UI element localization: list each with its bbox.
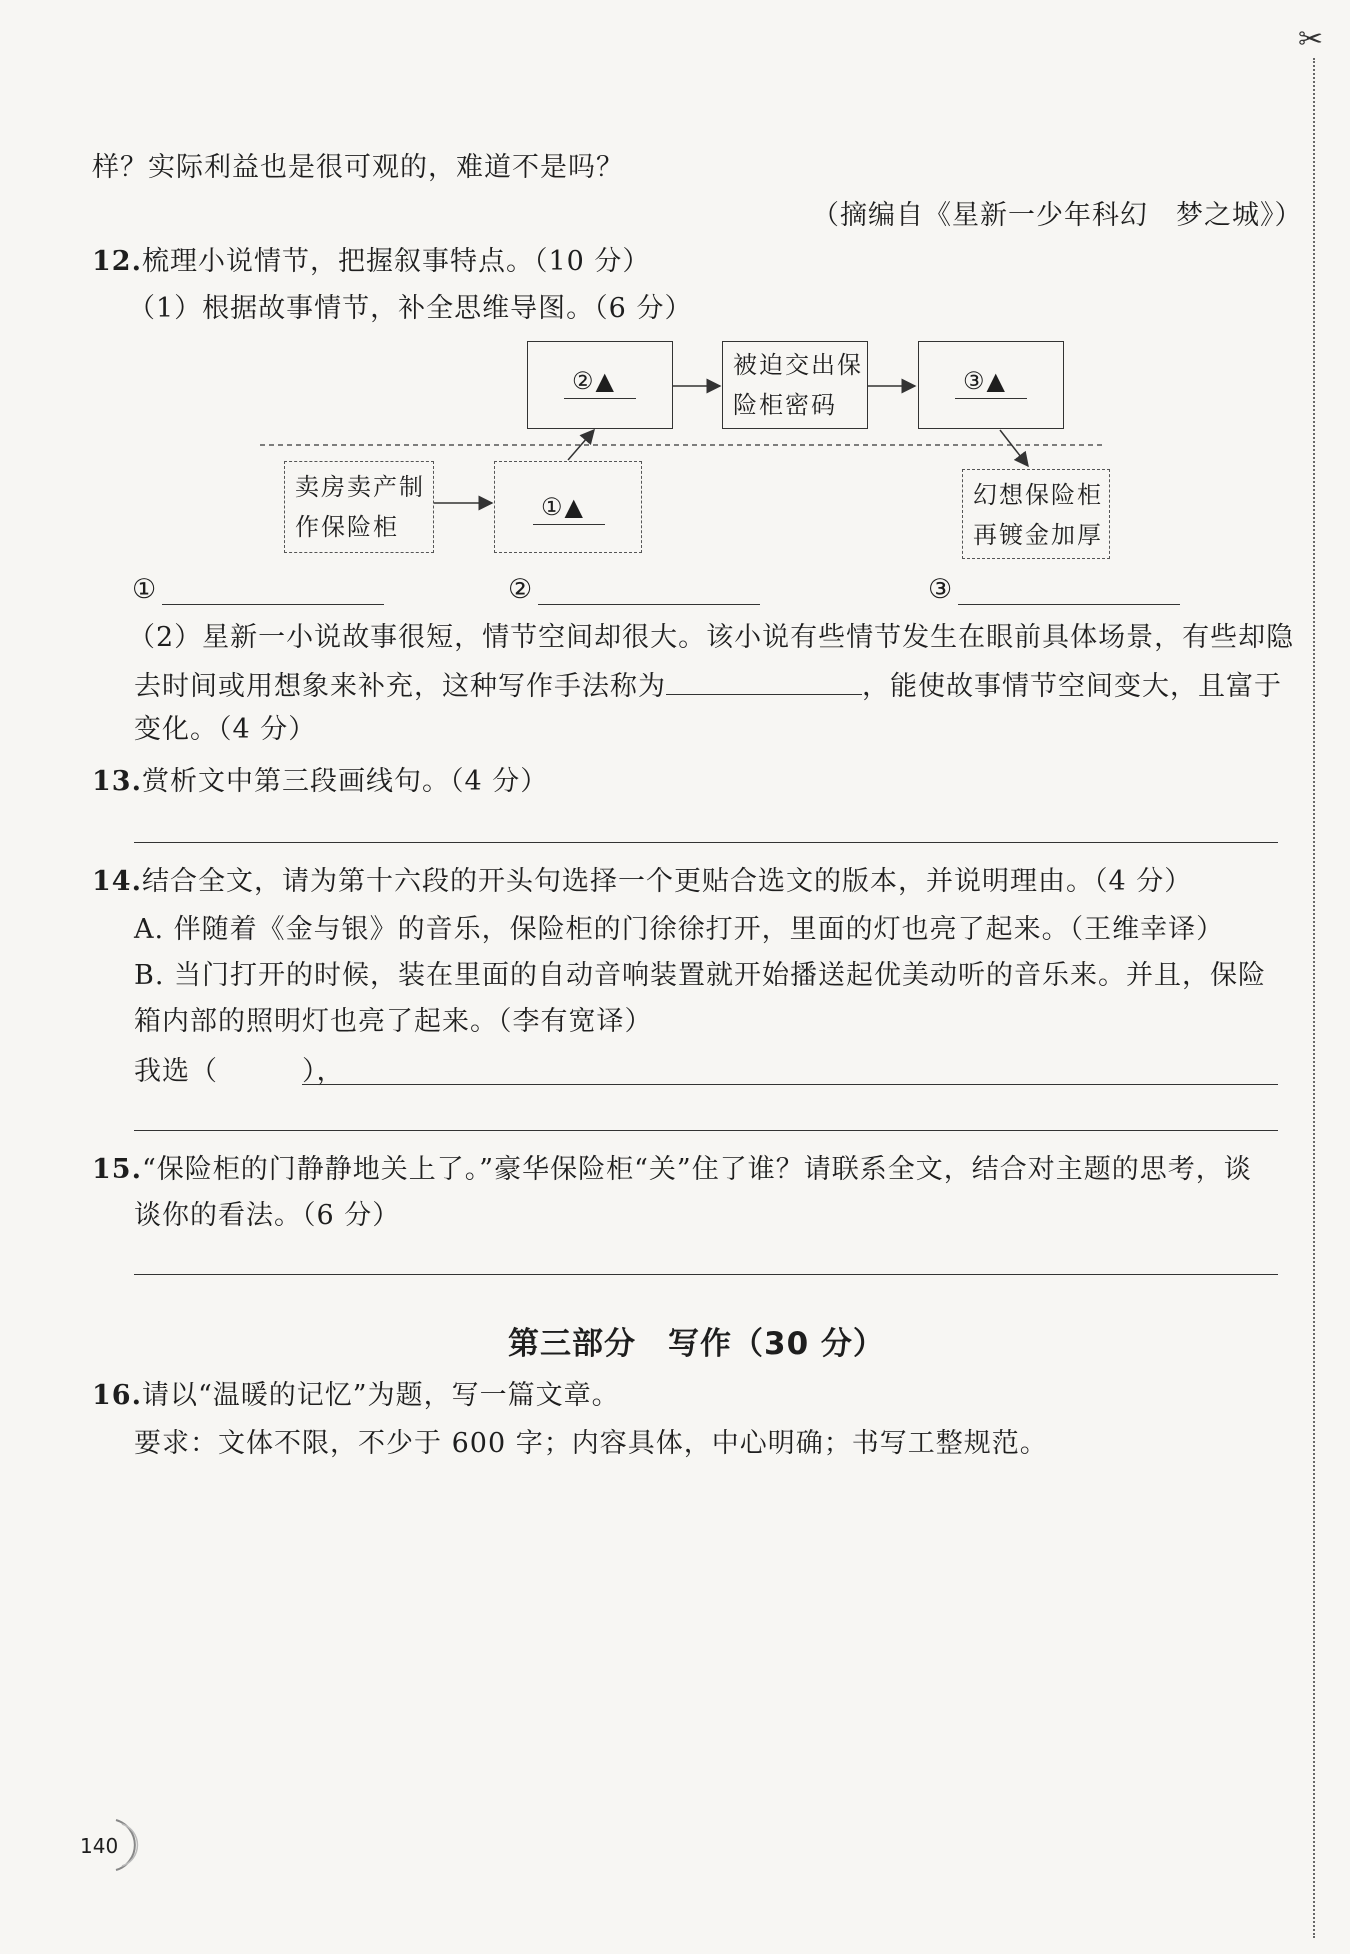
- q14-answer-line1[interactable]: [302, 1084, 1278, 1085]
- question-number: 12.: [92, 246, 142, 277]
- blank-3-line[interactable]: [958, 604, 1180, 605]
- q12-sub2-line3: 变化。（4 分）: [134, 714, 317, 745]
- q14-option-b-line2: 箱内部的照明灯也亮了起来。（李有宽译）: [134, 1006, 653, 1037]
- q14-answer-line2[interactable]: [134, 1130, 1278, 1131]
- section-title: 第三部分 写作（30 分）: [508, 1326, 885, 1362]
- question-number: 14.: [92, 866, 142, 897]
- question-text: 请以“温暖的记忆”为题，写一篇文章。: [141, 1380, 620, 1411]
- map-box-gold: 幻想保险柜 再镀金加厚: [962, 469, 1110, 559]
- blank-2-line[interactable]: [538, 604, 760, 605]
- blank-1-label: ①: [132, 574, 158, 605]
- question-text: 梳理小说情节，把握叙事特点。（10 分）: [141, 246, 651, 277]
- question-text: “保险柜的门静静地关上了。”豪华保险柜“关”住了谁？请联系全文，结合对主题的思考，谈: [141, 1154, 1252, 1185]
- question-12: [92, 244, 650, 280]
- q16-requirements: 要求：文体不限，不少于 600 字；内容具体，中心明确；书写工整规范。: [134, 1428, 1048, 1459]
- question-text: 结合全文，请为第十六段的开头句选择一个更贴合选文的版本，并说明理由。（4 分）: [141, 866, 1193, 897]
- q12-sub2-line2: 去时间或用想象来补充，这种写作手法称为 ，能使故事情节空间变大，且富于: [134, 666, 1282, 705]
- q14-choose: 我选（ ），: [134, 1056, 345, 1087]
- map-box-3: ③▲: [918, 341, 1064, 429]
- technique-blank[interactable]: [666, 666, 862, 695]
- q12-sub1: （1）根据故事情节，补全思维导图。（6 分）: [128, 293, 693, 324]
- passage-end: 样？实际利益也是很可观的，难道不是吗？: [92, 152, 624, 183]
- question-16: [92, 1378, 620, 1414]
- q12-sub2-line1: （2）星新一小说故事很短，情节空间却很大。该小说有些情节发生在眼前具体场景，有些却隐: [128, 622, 1295, 653]
- question-text: 赏析文中第三段画线句。（4 分）: [141, 766, 549, 797]
- scissors-icon: ✂: [1298, 22, 1324, 57]
- q15-answer-line[interactable]: [134, 1274, 1278, 1275]
- question-number: 13.: [92, 766, 142, 797]
- question-number: 15.: [92, 1154, 142, 1185]
- q14-option-b-line1: B. 当门打开的时候，装在里面的自动音响装置就开始播送起优美动听的音乐来。并且，保险: [134, 960, 1267, 991]
- question-number: 16.: [92, 1380, 142, 1411]
- mind-map-connectors: [0, 300, 1350, 900]
- passage-source: （摘编自《星新一少年科幻 梦之城》）: [812, 200, 1303, 231]
- map-box-password: 被迫交出保 险柜密码: [722, 341, 868, 429]
- q14-option-a: A. 伴随着《金与银》的音乐，保险柜的门徐徐打开，里面的灯也亮了起来。（王维幸译）: [134, 914, 1225, 945]
- q13-answer-line[interactable]: [134, 842, 1278, 843]
- map-box-2: ②▲: [527, 341, 673, 429]
- question-15: [92, 1152, 1252, 1188]
- page-number: 140: [80, 1834, 119, 1858]
- blank-1-line[interactable]: [162, 604, 384, 605]
- blank-2-label: ②: [508, 574, 534, 605]
- question-13: [92, 764, 548, 800]
- map-box-sell-house: 卖房卖产制 作保险柜: [284, 461, 434, 553]
- question-15-line2: 谈你的看法。（6 分）: [134, 1200, 401, 1231]
- map-box-1: ①▲: [494, 461, 642, 553]
- blank-3-label: ③: [928, 574, 954, 605]
- question-14: [92, 864, 1192, 900]
